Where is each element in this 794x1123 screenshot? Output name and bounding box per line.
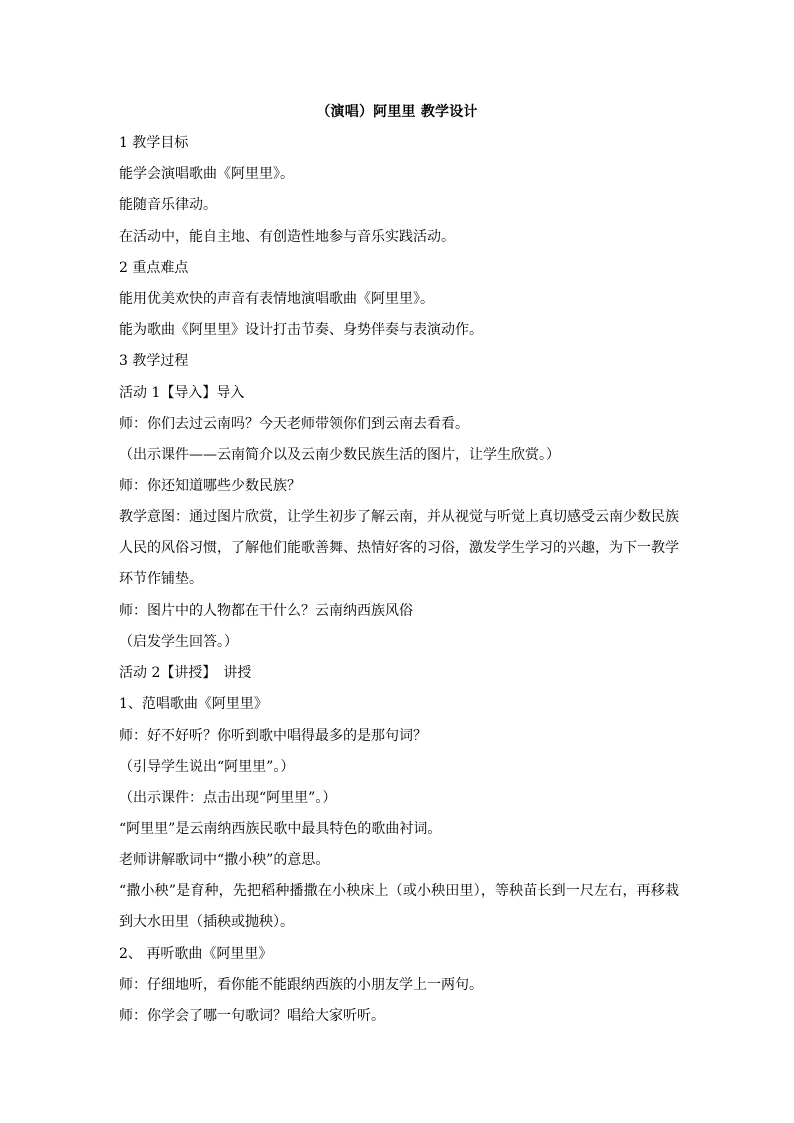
stage-note: （引导学生说出“阿里里”。） xyxy=(119,758,295,775)
step-heading: 1、范唱歌曲《阿里里》 xyxy=(119,696,268,713)
dialogue-line: 师：你们去过云南吗？今天老师带领你们到云南去看看。 xyxy=(119,415,469,432)
goal-item: 在活动中，能自主地、有创造性地参与音乐实践活动。 xyxy=(119,228,455,245)
goal-item: 能随音乐律动。 xyxy=(119,197,217,214)
heading-teaching-process: 3 教学过程 xyxy=(119,353,189,370)
key-point-item: 能为歌曲《阿里里》设计打击节奏、身势伴奏与表演动作。 xyxy=(119,322,483,339)
dialogue-line: 师：仔细地听，看你能不能跟纳西族的小朋友学上一两句。 xyxy=(119,977,483,994)
dialogue-line: 师：你学会了哪一句歌词？唱给大家听听。 xyxy=(119,1008,385,1025)
activity-2-heading: 活动 2【讲授】 讲授 xyxy=(119,665,252,682)
document-title: （演唱）阿里里 教学设计 xyxy=(316,104,478,120)
body-text: 老师讲解歌词中“撒小秧”的意思。 xyxy=(119,852,330,869)
dialogue-line: 师：好不好听？你听到歌中唱得最多的是那句词？ xyxy=(119,727,427,744)
activity-1-heading: 活动 1【导入】导入 xyxy=(119,384,245,401)
key-point-item: 能用优美欢快的声音有表情地演唱歌曲《阿里里》。 xyxy=(119,290,434,307)
stage-note: （出示课件——云南简介以及云南少数民族生活的图片，让学生欣赏。） xyxy=(119,446,560,463)
goal-item: 能学会演唱歌曲《阿里里》。 xyxy=(119,166,294,183)
stage-note: （出示课件：点击出现“阿里里”。） xyxy=(119,789,337,806)
document-body xyxy=(119,133,679,1038)
stage-note: （启发学生回答。） xyxy=(119,634,238,651)
dialogue-line: 师：你还知道哪些少数民族？ xyxy=(119,478,301,495)
heading-teaching-goals: 1 教学目标 xyxy=(119,135,189,151)
explanation-paragraph: “撒小秧”是育种，先把稻种播撒在小秧床上（或小秧田里），等秧苗长到一尺左右，再移栽到大水田里（插秧或抛秧）。 xyxy=(119,882,679,931)
dialogue-line: 师：图片中的人物都在干什么？云南纳西族风俗 xyxy=(119,602,413,619)
step-heading: 2、 再听歌曲《阿里里》 xyxy=(119,945,273,962)
body-text: “阿里里”是云南纳西族民歌中最具特色的歌曲衬词。 xyxy=(119,821,442,838)
heading-key-points: 2 重点难点 xyxy=(119,259,189,276)
teaching-intent-paragraph: 教学意图：通过图片欣赏，让学生初步了解云南，并从视觉与听觉上真切感受云南少数民族人民的风俗习惯，了解他们能歌善舞、热情好客的习俗，激发学生学习的兴趣，为下一教学环节作铺垫。 xyxy=(119,508,679,588)
